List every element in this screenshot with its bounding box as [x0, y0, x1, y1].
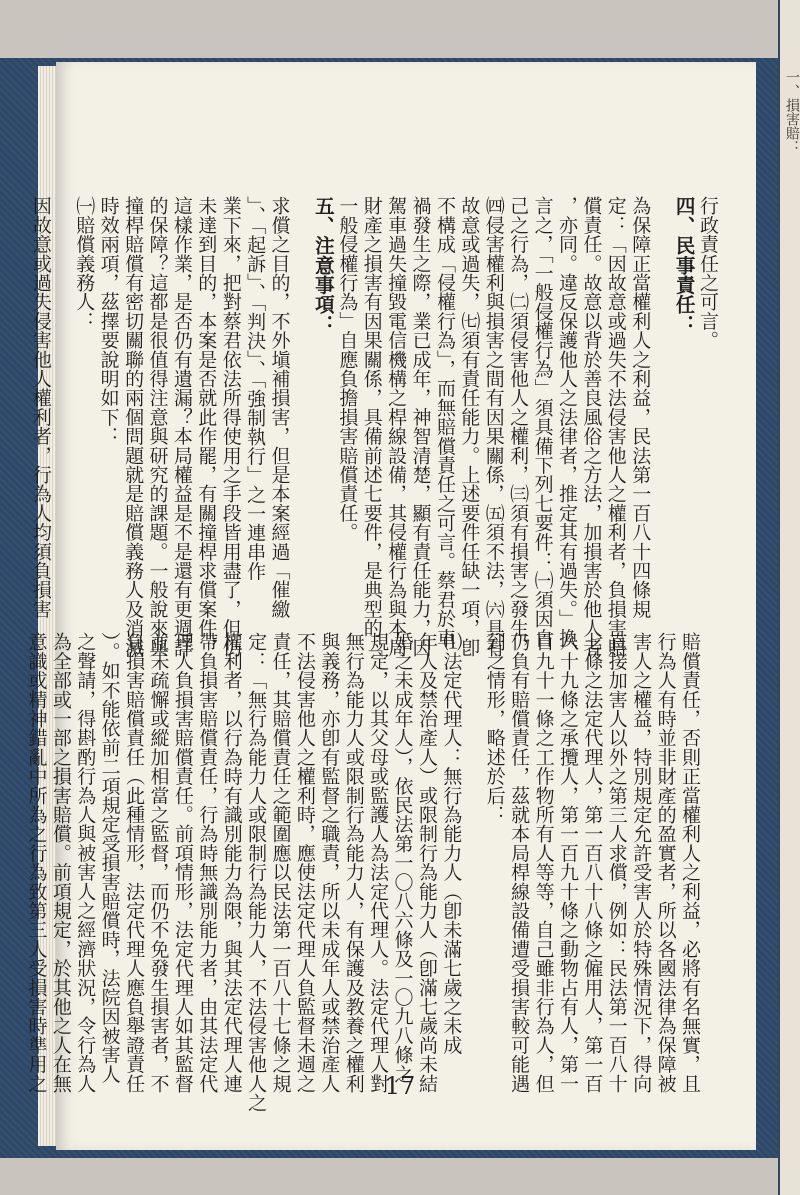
text-line: 帶負損害賠償責任，行為時無識別能力者，由其法定代 [196, 632, 219, 1093]
text-line: 為保障正當權利人之利益，民法第一百八十四條規 [629, 196, 652, 619]
text-line: 」、「起訴」、「判決」、「強制執行」之一連串作 [244, 196, 267, 581]
text-line: ）。如不能依前二項規定受損害賠償時，法院因被害人 [98, 632, 121, 1084]
subheading-compensation-obligor: ㈠賠償義務人： [73, 196, 96, 331]
previous-page-text: 一、損害賠： [784, 70, 800, 154]
text-line: 行為人有時並非財產的盈實者，所以各國法律為保障被 [654, 632, 677, 1093]
text-line: 言之，「一般侵權行為」須具備下列七要件：㈠須因自 [531, 196, 554, 648]
text-line: 為全部或一部之損害賠償。前項規定，於其他之人在無 [49, 632, 72, 1093]
text-line: 財產之損害有因果關係，具備前述七要件，是典型的「 [360, 196, 383, 657]
text-line: 無行為能力人或限制行為能力人，有保護及教養之權利 [342, 632, 365, 1093]
text-line: 並未疏懈或縱加相當之監督，而仍不免發生損害者，不 [147, 632, 170, 1093]
text-line: 負損害賠償責任（此種情形，法定代理人應負舉證責任 [123, 632, 146, 1093]
text-line: 仍負有賠償責任，茲就本局桿線設備遭受損害較可能遇 [508, 632, 531, 1093]
text-line: 年人及禁治產人）或限制行為能力人（卽滿七歲尚未結 [415, 632, 438, 1093]
text-line: 七條之法定代理人，第一百八十八條之僱用人，第一百 [581, 632, 604, 1093]
section-heading-notes: 五、注意事項： [311, 196, 335, 334]
top-text-block [29, 196, 720, 657]
text-line: ㈣侵害權利與損害之間有因果關係，㈤須不法，㈥具有 [482, 196, 505, 657]
text-line: 權利者，以行為時有識別能力為限，與其法定代理人連 [220, 632, 243, 1093]
page-number: 17 [384, 1072, 416, 1100]
text-line: 故意或過失，㈦須有責任能力。上述要件任缺一項，卽 [458, 196, 481, 657]
text-line: 理人負損害賠償責任。前項情形，法定代理人如其監督 [171, 632, 194, 1093]
text-line: 婚之未成年人），依民法第一〇八六條及一〇九八條之 [391, 632, 414, 1084]
text-line: 直接加害人以外之第三人求償，例如：民法第一百八十 [605, 632, 628, 1093]
text-line: 不法侵害他人之權利時，應使法定代理人負監督未週之 [293, 632, 316, 1093]
text-line: 意識或精神錯亂中所為之行為致第三人受損害時準用之 [25, 632, 48, 1093]
previous-page-strip [778, 0, 800, 1195]
text-line: 償責任。故意以背於善良風俗之方法，加損害於他人者 [580, 196, 603, 657]
text-line: 行政責任之可言。 [697, 196, 719, 350]
text-line: 之聲請，得斟酌行為人與被害人之經濟狀況，令行為人 [74, 632, 97, 1093]
section-heading-civil-liability: 四、民事責任： [672, 196, 696, 334]
text-line: 與義務，亦卽有監督之職責，所以未成年人或禁治產人 [318, 632, 341, 1093]
text-line: 定：「因故意或過失不法侵害他人之權利者，負損害賠 [604, 196, 627, 657]
text-line: 因故意或過失侵害他人權利者，行為人均須負損害 [29, 196, 52, 619]
text-line: ，亦同。違反保護他人之法律者，推定其有過失。」換 [555, 196, 578, 648]
text-line: 己之行為，㈡須侵害他人之權利，㈢須有損害之發生， [507, 196, 530, 657]
text-line: 業下來，把對蔡君依法所得使用之手段皆用盡了，但仍 [219, 196, 242, 657]
text-line: 責任，其賠償責任之範圍應以民法第一百八十七條之規 [269, 632, 292, 1093]
text-line: 撞桿賠償有密切關聯的兩個問題就是賠償義務人及消滅 [122, 196, 145, 657]
text-line: 害人之權益，特別規定允許受害人於特殊情況下，得向 [630, 632, 653, 1093]
text-line: 一般侵權行為」自應負擔損害賠償責任。 [336, 196, 359, 542]
text-line: 到之情形，略述於后： [483, 632, 506, 824]
text-line: 百九十一條之工作物所有人等等，自己雖非行為人，但 [532, 632, 555, 1093]
text-line: 八十九條之承攬人，第一百九十條之動物占有人，第一 [556, 632, 579, 1093]
text-line: 駕車過失撞毀電信機構之桿線設備，其侵權行為與本局 [385, 196, 408, 657]
subheading-legal-representative: ⑴法定代理人：無行為能力人（卽未滿七歲之未成 [440, 632, 463, 1055]
text-line: 定：「無行為能力人或限制行為能力人，不法侵害他人之 [245, 632, 268, 1112]
text-line: 這樣作業，是否仍有遺漏？本局權益是不是還有更週詳 [170, 196, 193, 657]
text-line: 求償之目的，不外塡補損害，但是本案經過「催繳 [268, 196, 291, 619]
text-line: 的保障？這都是很值得注意與研究的課題。一般說來與 [146, 196, 169, 657]
text-line: 時效兩項，茲擇要說明如下： [97, 196, 120, 446]
text-line: 不構成「侵權行為」，而無賠償責任之可言。蔡君於車 [433, 196, 456, 648]
text-line: 賠償責任，否則正當權利人之利益，必將有名無實，且 [679, 632, 701, 1093]
text-line: 禍發生之際，業已成年，神智清楚，顯有責任能力，因 [409, 196, 432, 657]
text-line: 規定，以其父母或監護人為法定代理人。法定代理人對 [367, 632, 390, 1093]
text-line: 未達到目的，本案是否就此作罷，有關撞桿求償案件， [195, 196, 218, 657]
